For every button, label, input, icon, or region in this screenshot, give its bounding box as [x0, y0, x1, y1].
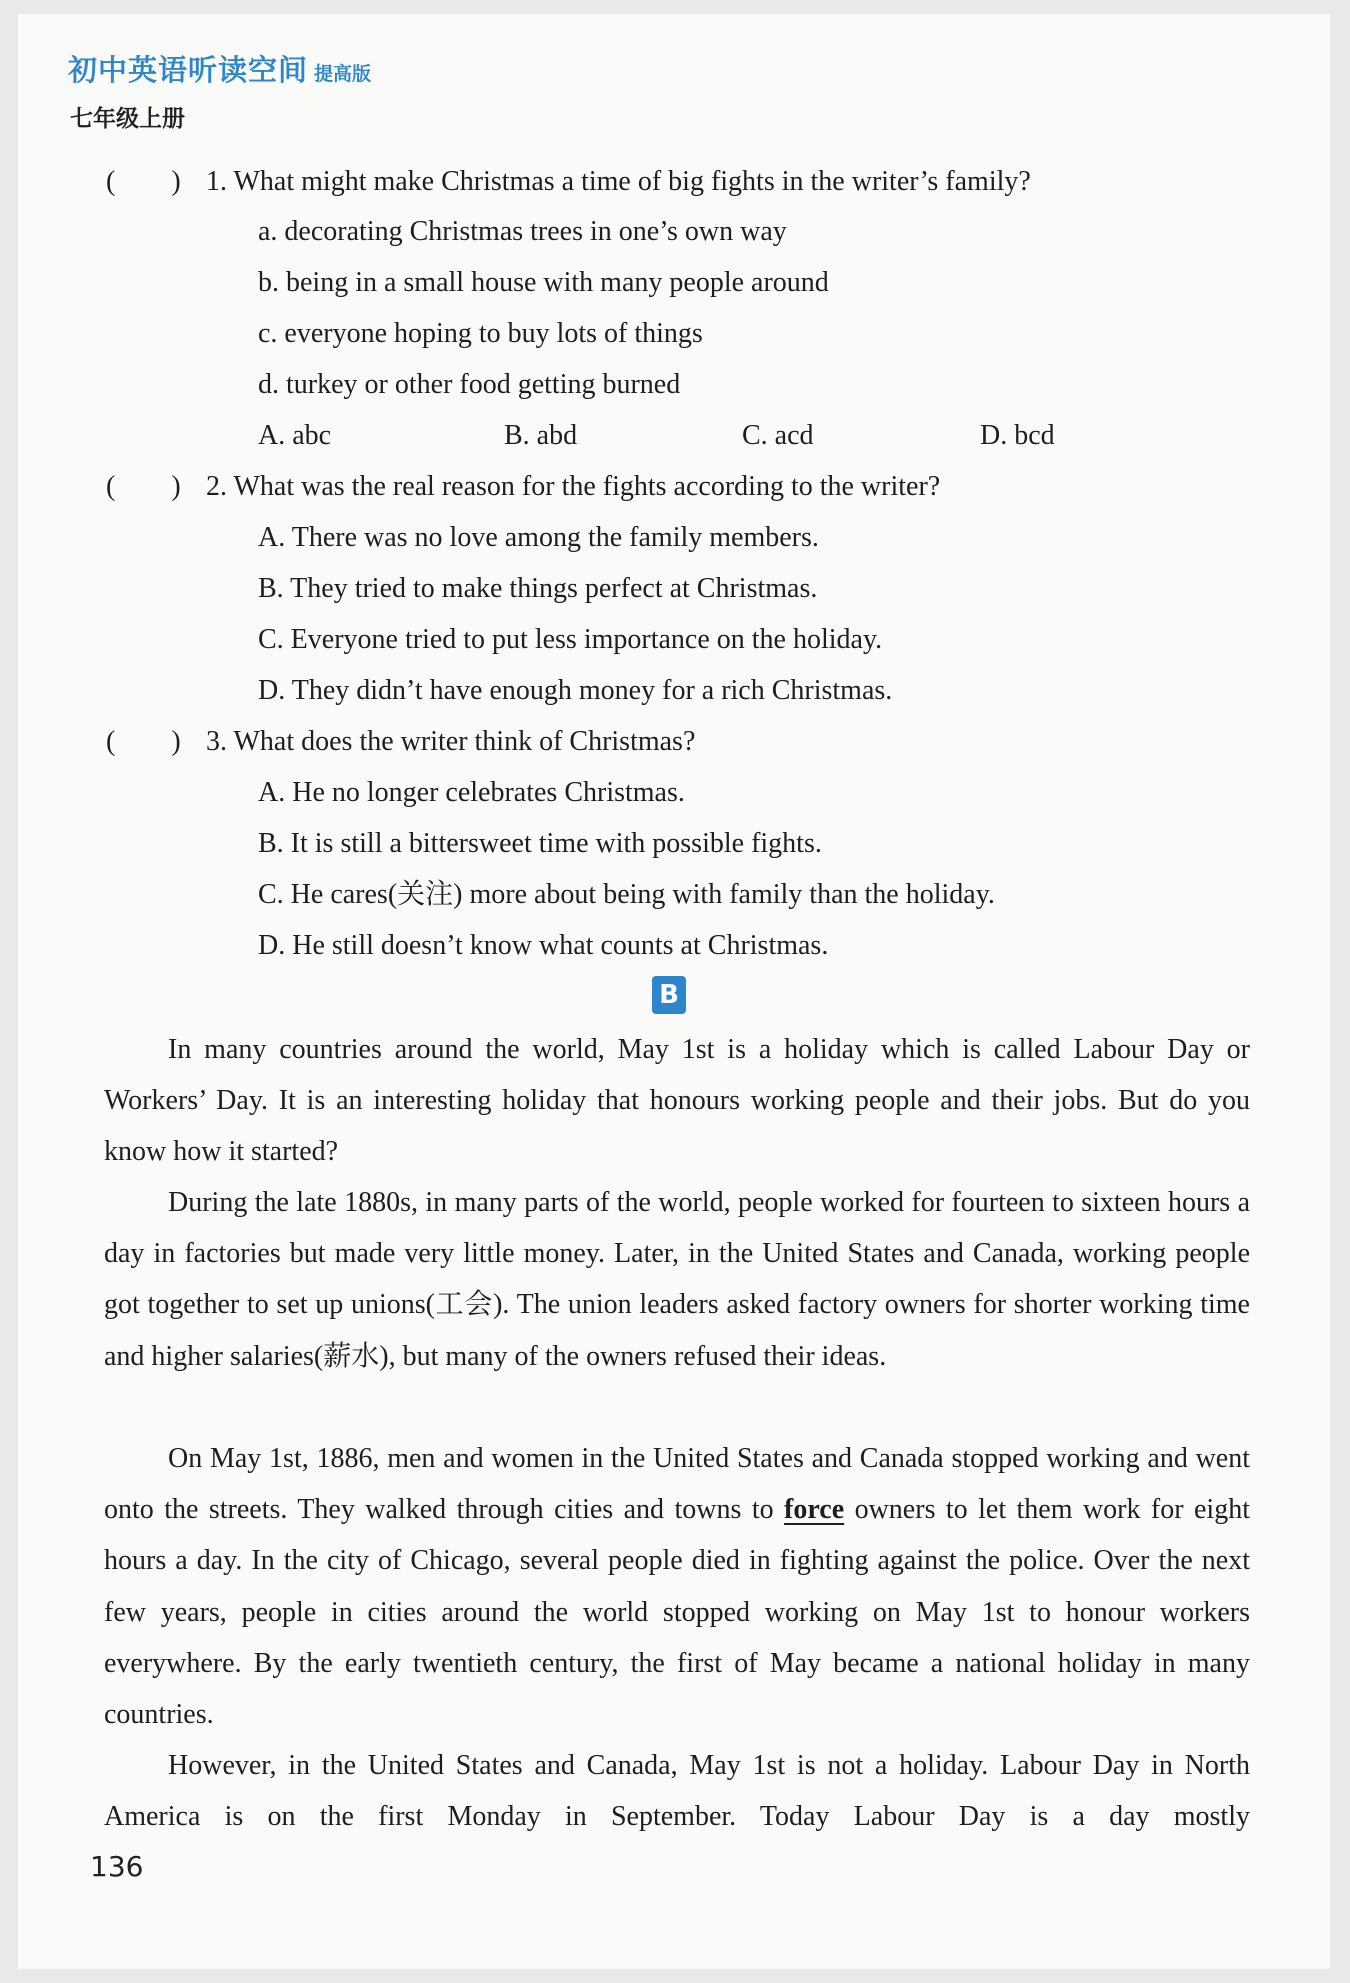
option-a[interactable]: A. He no longer celebrates Christmas.: [258, 777, 685, 808]
choice-d[interactable]: D. bcd: [980, 420, 1055, 451]
option-c[interactable]: C. He cares(关注) more about being with family than the holiday.: [258, 879, 995, 910]
answer-blank[interactable]: ( ): [106, 471, 181, 502]
sub-option-d: d. turkey or other food getting burned: [258, 369, 681, 400]
choice-a[interactable]: A. abc: [258, 420, 332, 451]
option-a[interactable]: A. There was no love among the family members.: [258, 522, 819, 553]
edition-label: 提高版: [314, 63, 372, 85]
question-1: [106, 164, 1031, 200]
question-stem: 1. What might make Christmas a time of big fights in the writer’s family?: [206, 166, 1031, 197]
option-b[interactable]: B. It is still a bittersweet time with possible fights.: [258, 828, 822, 859]
option-d[interactable]: D. He still doesn’t know what counts at Christmas.: [258, 930, 829, 961]
question-2: [106, 469, 940, 505]
choice-b[interactable]: B. abd: [504, 420, 578, 451]
passage-paragraph-4: However, in the United States and Canada, May 1st is not a holiday. Labour Day in North America is on the first Monday in September. Today Labour Day is a day mostly: [104, 1750, 1250, 1833]
sub-option-b: b. being in a small house with many people around: [258, 267, 829, 298]
answer-blank[interactable]: ( ): [106, 166, 181, 197]
question-stem: 2. What was the real reason for the fights according to the writer?: [206, 471, 941, 502]
passage-paragraph-3: On May 1st, 1886, men and women in the United States and Canada stopped working and went onto the streets. They walked through cities and towns to force owners to let them work for eight hours a day. In the city of Chicago, several people died in fighting against the police. Over the next few years, people in cities around the world stopped working on May 1st to honour workers everywhere. By the early twentieth century, the first of May became a national holiday in many countries.: [104, 1443, 1250, 1731]
passage-paragraph-2: During the late 1880s, in many parts of the world, people worked for fourteen to sixteen hours a day in factories but made very little money. Later, in the United States and Canada, working people got together to set up unions(工会). The union leaders asked factory owners for shorter working time and higher salaries(薪水), but many of the owners refused their ideas.: [104, 1187, 1250, 1372]
question-3: [106, 724, 695, 760]
option-b[interactable]: B. They tried to make things perfect at Christmas.: [258, 573, 818, 604]
page-number: 136: [90, 1850, 144, 1883]
section-b-badge: B: [652, 976, 686, 1014]
passage-paragraph-1: In many countries around the world, May 1st is a holiday which is called Labour Day or Workers’ Day. It is an interesting holiday that honours working people and their jobs. But do you know how it started?: [104, 1034, 1250, 1168]
option-d[interactable]: D. They didn’t have enough money for a rich Christmas.: [258, 675, 893, 706]
answer-blank[interactable]: ( ): [106, 726, 181, 757]
grade-label: 七年级上册: [70, 105, 185, 132]
sub-option-a: a. decorating Christmas trees in one’s own way: [258, 216, 787, 247]
keyword-force: force: [784, 1494, 845, 1526]
sub-option-c: c. everyone hoping to buy lots of things: [258, 318, 703, 349]
choice-c[interactable]: C. acd: [742, 420, 814, 451]
book-title: 初中英语听读空间 提高版: [68, 53, 372, 87]
option-c[interactable]: C. Everyone tried to put less importance on the holiday.: [258, 624, 883, 655]
question-stem: 3. What does the writer think of Christmas?: [206, 726, 696, 757]
textbook-page: [18, 14, 1330, 1969]
